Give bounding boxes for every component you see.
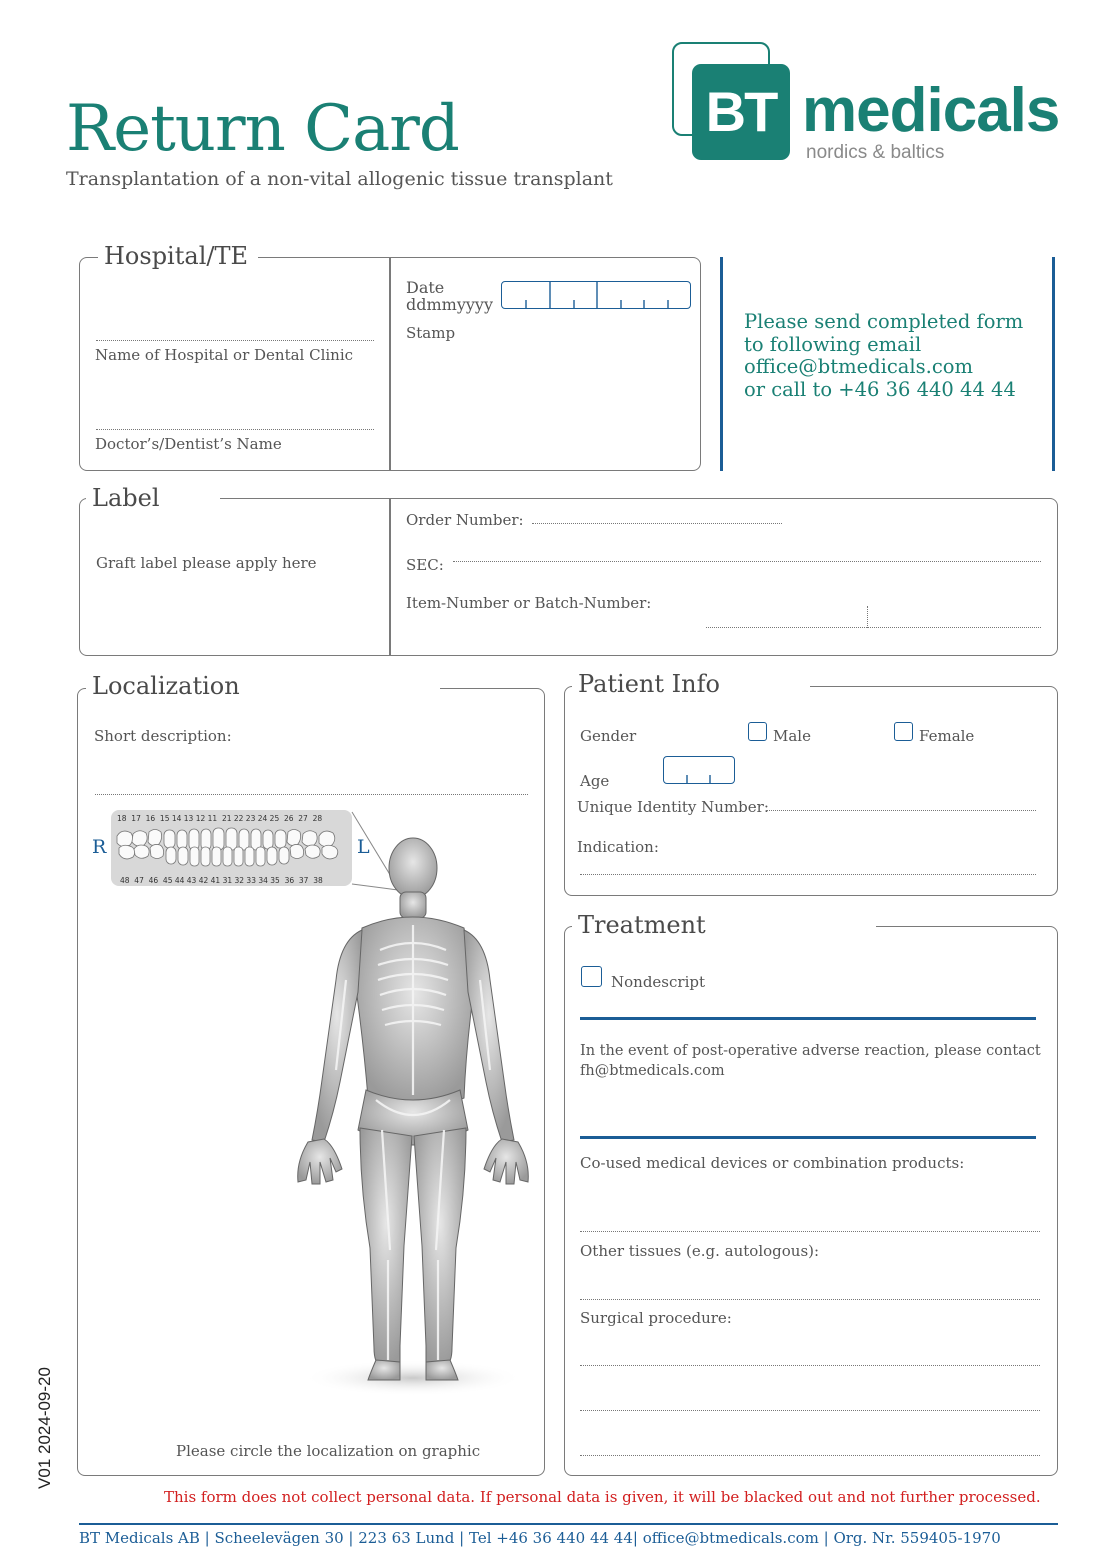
date-label: Date (406, 278, 445, 297)
graft-label-text: Graft label please apply here (96, 554, 317, 572)
treatment-divider-1 (580, 1017, 1036, 1020)
male-checkbox[interactable] (748, 722, 767, 741)
version-label: V01 2024-09-20 (35, 1367, 54, 1489)
order-number-label: Order Number: (406, 511, 524, 529)
left-marker: L (357, 836, 370, 858)
gender-label: Gender (580, 727, 637, 745)
date-input[interactable] (501, 281, 691, 309)
logo-tagline: nordics & baltics (806, 142, 945, 163)
send-info-right-border (1052, 257, 1055, 471)
male-label: Male (773, 727, 811, 745)
hospital-legend: Hospital/TE (98, 242, 258, 270)
sec-field[interactable] (453, 561, 1041, 562)
page-title: Return Card (66, 92, 459, 166)
nondescript-label: Nondescript (611, 973, 705, 991)
patient-info-legend: Patient Info (572, 670, 810, 698)
uid-label: Unique Identity Number: (577, 798, 769, 816)
uid-field[interactable] (766, 810, 1036, 811)
page-subtitle: Transplantation of a non-vital allogenic tissue transplant (66, 168, 613, 190)
date-format: ddmmyyyy (406, 295, 493, 314)
logo-mark: BT (692, 64, 790, 160)
sec-label: SEC: (406, 556, 444, 574)
send-info-email[interactable]: office@btmedicals.com (744, 355, 974, 378)
age-input[interactable] (663, 756, 735, 784)
footer-text: BT Medicals AB | Scheelevägen 30 | 223 63 Lund | Tel +46 36 440 44 44| office@btmedicals.com | Org. Nr. 559405-1970 (79, 1529, 1001, 1547)
indication-label: Indication: (577, 838, 659, 856)
item-number-label: Item-Number or Batch-Number: (406, 594, 652, 612)
hospital-name-field[interactable] (96, 340, 374, 341)
send-info-line2: to following email (744, 332, 922, 356)
surgical-procedure-field-2[interactable] (580, 1410, 1040, 1411)
upper-teeth-numbers: 18 17 16 15 14 13 12 11 21 22 23 24 25 26 27 28 (117, 814, 323, 823)
coused-devices-label: Co-used medical devices or combination products: (580, 1154, 965, 1172)
age-label: Age (580, 772, 610, 790)
logo (672, 42, 1072, 167)
female-label: Female (919, 727, 975, 745)
doctor-name-field[interactable] (96, 429, 374, 430)
female-checkbox[interactable] (894, 722, 913, 741)
short-description-label: Short description: (94, 727, 232, 745)
send-info-left-border (720, 257, 723, 471)
indication-field[interactable] (580, 874, 1036, 875)
other-tissues-field[interactable] (580, 1299, 1040, 1300)
adverse-reaction-text: In the event of post-operative adverse reaction, please contact (580, 1043, 1041, 1059)
right-marker: R (92, 836, 107, 858)
send-info (744, 311, 1023, 401)
footer-divider (79, 1523, 1058, 1525)
other-tissues-label: Other tissues (e.g. autologous): (580, 1242, 820, 1260)
stamp-label: Stamp (406, 324, 456, 342)
send-info-phone: or call to +46 36 440 44 44 (744, 377, 1016, 401)
lower-teeth-numbers: 48 47 46 45 44 43 42 41 31 32 33 34 35 36 37 38 (120, 876, 323, 885)
patient-info-box (564, 686, 1058, 896)
surgical-procedure-field-3[interactable] (580, 1455, 1040, 1456)
hospital-name-label: Name of Hospital or Dental Clinic (95, 346, 354, 364)
surgical-procedure-label: Surgical procedure: (580, 1309, 732, 1327)
human-body-figure[interactable] (280, 830, 545, 1400)
label-box (79, 498, 1058, 656)
disclaimer: This form does not collect personal data. If personal data is given, it will be blacked out and not further processed. (164, 1488, 1041, 1506)
treatment-divider-2 (580, 1136, 1036, 1139)
short-description-field[interactable] (95, 794, 528, 795)
coused-devices-field[interactable] (580, 1231, 1040, 1232)
surgical-procedure-field-1[interactable] (580, 1365, 1040, 1366)
logo-brand: medicals (802, 76, 1060, 145)
localization-footer: Please circle the localization on graphic (176, 1442, 481, 1460)
treatment-legend: Treatment (572, 911, 876, 939)
nondescript-checkbox[interactable] (581, 966, 602, 987)
treatment-box (564, 926, 1058, 1476)
localization-legend: Localization (86, 672, 440, 700)
label-legend: Label (86, 484, 220, 512)
order-number-field[interactable] (532, 523, 782, 524)
send-info-line1: Please send completed form (744, 310, 1024, 333)
doctor-name-label: Doctor’s/Dentist’s Name (95, 435, 282, 453)
adverse-reaction-email[interactable]: fh@btmedicals.com (580, 1063, 725, 1079)
item-number-field[interactable] (706, 627, 1041, 628)
